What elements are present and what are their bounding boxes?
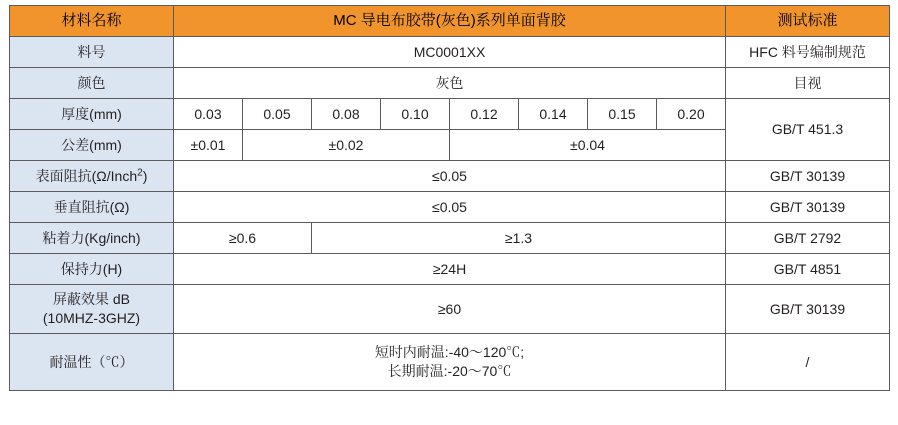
value-holding-power: ≥24H <box>174 254 726 285</box>
table-header-row <box>10 6 890 37</box>
table-row-temperature <box>10 334 890 391</box>
label-shielding-line1: 屏蔽效果 dB <box>52 291 130 308</box>
value-thickness-3: 0.08 <box>312 99 381 130</box>
value-tolerance-1: ±0.01 <box>174 130 243 161</box>
standard-adhesion: GB/T 2792 <box>726 223 890 254</box>
label-tolerance: 公差(mm) <box>10 130 174 161</box>
label-shielding <box>10 285 174 334</box>
table-row-surface-resistance <box>10 161 890 192</box>
value-thickness-2: 0.05 <box>243 99 312 130</box>
label-thickness: 厚度(mm) <box>10 99 174 130</box>
value-tolerance-3: ±0.04 <box>450 130 726 161</box>
header-product-name: MC 导电布胶带(灰色)系列单面背胶 <box>174 6 726 37</box>
standard-thickness: GB/T 451.3 <box>726 99 890 161</box>
label-surface-resistance <box>10 161 174 192</box>
label-color: 颜色 <box>10 68 174 99</box>
value-shielding: ≥60 <box>174 285 726 334</box>
table-row-shielding <box>10 285 890 334</box>
value-adhesion-right: ≥1.3 <box>312 223 726 254</box>
label-vertical-resistance: 垂直阻抗(Ω) <box>10 192 174 223</box>
table-row-part-number <box>10 37 890 68</box>
value-temperature-line1: 短时内耐温:-40～120℃; <box>374 344 525 361</box>
standard-temperature: / <box>726 334 890 391</box>
label-temperature: 耐温性（℃） <box>10 334 174 391</box>
table-row-color <box>10 68 890 99</box>
standard-shielding: GB/T 30139 <box>726 285 890 334</box>
table-row-holding-power <box>10 254 890 285</box>
value-adhesion-left: ≥0.6 <box>174 223 312 254</box>
header-material-name: 材料名称 <box>10 6 174 37</box>
standard-color: 目视 <box>726 68 890 99</box>
table-row-thickness <box>10 99 890 130</box>
table-row-adhesion <box>10 223 890 254</box>
label-surface-resistance-superscript: 2 <box>137 167 143 179</box>
label-part-number: 料号 <box>10 37 174 68</box>
label-surface-resistance-tail: ) <box>142 167 148 184</box>
value-temperature <box>174 334 726 391</box>
label-surface-resistance-main: 表面阻抗(Ω/Inch <box>35 167 138 184</box>
label-holding-power: 保持力(H) <box>10 254 174 285</box>
value-vertical-resistance: ≤0.05 <box>174 192 726 223</box>
label-adhesion: 粘着力(Kg/inch) <box>10 223 174 254</box>
value-temperature-line2: 长期耐温:-20～70℃ <box>387 363 512 379</box>
standard-vertical-resistance: GB/T 30139 <box>726 192 890 223</box>
value-part-number: MC0001XX <box>174 37 726 68</box>
value-surface-resistance: ≤0.05 <box>174 161 726 192</box>
header-test-standard: 测试标准 <box>726 6 890 37</box>
value-tolerance-2: ±0.02 <box>243 130 450 161</box>
material-spec-table <box>9 5 890 391</box>
value-thickness-8: 0.20 <box>657 99 726 130</box>
standard-surface-resistance: GB/T 30139 <box>726 161 890 192</box>
value-thickness-4: 0.10 <box>381 99 450 130</box>
label-shielding-line2: (10MHZ-3GHZ) <box>42 310 141 326</box>
value-thickness-5: 0.12 <box>450 99 519 130</box>
value-thickness-6: 0.14 <box>519 99 588 130</box>
value-thickness-7: 0.15 <box>588 99 657 130</box>
value-color: 灰色 <box>174 68 726 99</box>
table-row-vertical-resistance <box>10 192 890 223</box>
standard-holding-power: GB/T 4851 <box>726 254 890 285</box>
standard-part-number: HFC 料号编制规范 <box>726 37 890 68</box>
value-thickness-1: 0.03 <box>174 99 243 130</box>
